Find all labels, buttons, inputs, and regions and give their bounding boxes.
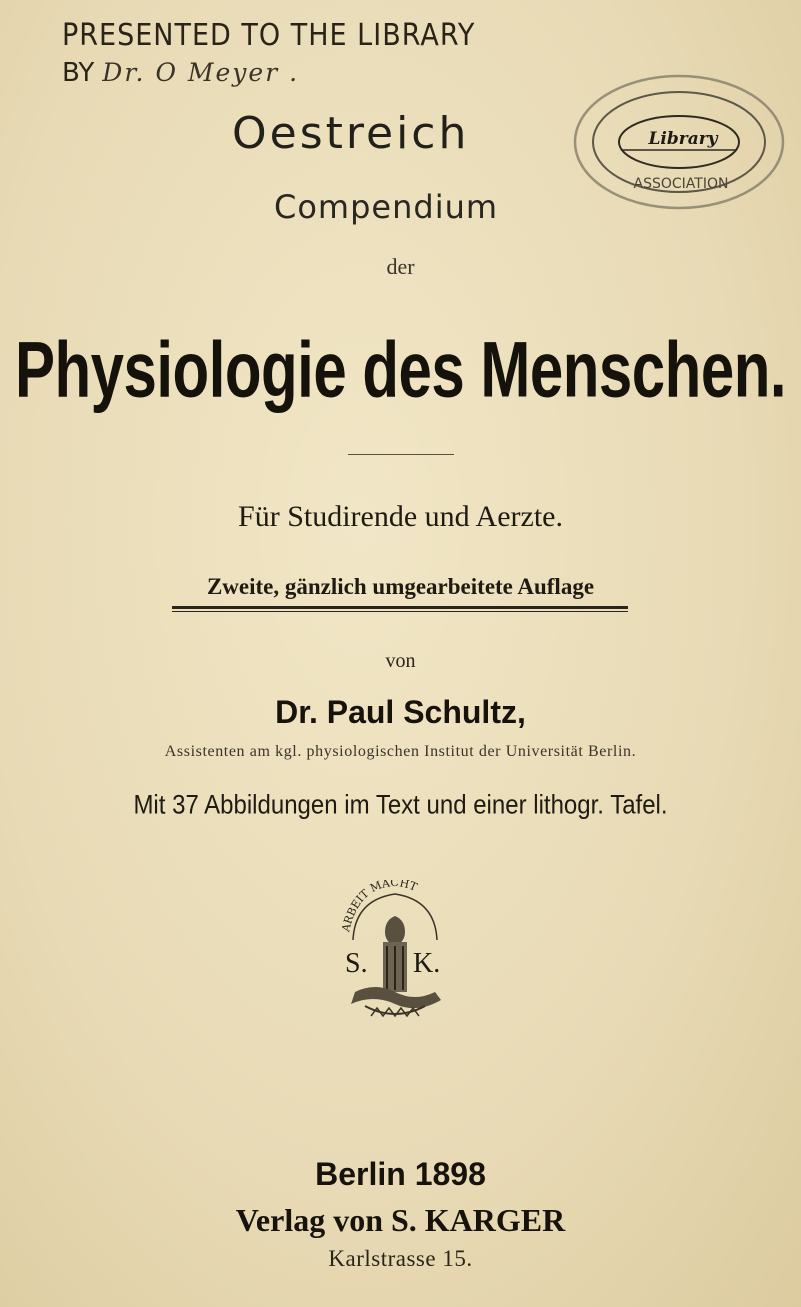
by-label: BY (62, 58, 95, 88)
book-subtitle: Für Studirende und Aerzte. (238, 500, 563, 533)
donor-signature: Dr. O Meyer . (102, 58, 300, 87)
author-name: Oestreich (232, 108, 470, 159)
edition-rule (172, 606, 628, 609)
city-year: Berlin 1898 (315, 1156, 486, 1192)
logo-motto: ARBEIT MACHT (339, 880, 420, 934)
edition-rule-thin (172, 611, 628, 612)
donor-line (62, 58, 299, 88)
logo-letter-s: S. (345, 948, 368, 979)
publisher-logo (325, 880, 465, 1030)
editor-affiliation: Assistenten am kgl. physiologischen Institut der Universität Berlin. (164, 743, 637, 760)
editor-name: Dr. Paul Schultz, (275, 694, 526, 730)
von-label: von (385, 650, 416, 672)
library-stamp (565, 66, 790, 218)
stamp-association-text: ASSOCIATION (633, 176, 729, 192)
illustrations-note: Mit 37 Abbildungen im Text und einer lithogr. Tafel. (133, 790, 668, 821)
book-title: Physiologie des Menschen. (14, 325, 787, 414)
title-rule (348, 454, 454, 455)
compendium-label: Compendium (274, 188, 499, 226)
logo-letter-k: K. (413, 948, 441, 979)
der-label: der (386, 254, 415, 279)
presentation-inscription: PRESENTED TO THE LIBRARY (62, 18, 476, 53)
edition-note: Zweite, gänzlich umgearbeitete Auflage (206, 574, 595, 599)
publisher-address: Karlstrasse 15. (328, 1246, 473, 1271)
publisher-name: Verlag von S. KARGER (235, 1202, 566, 1238)
stamp-library-text: Library (648, 129, 718, 149)
